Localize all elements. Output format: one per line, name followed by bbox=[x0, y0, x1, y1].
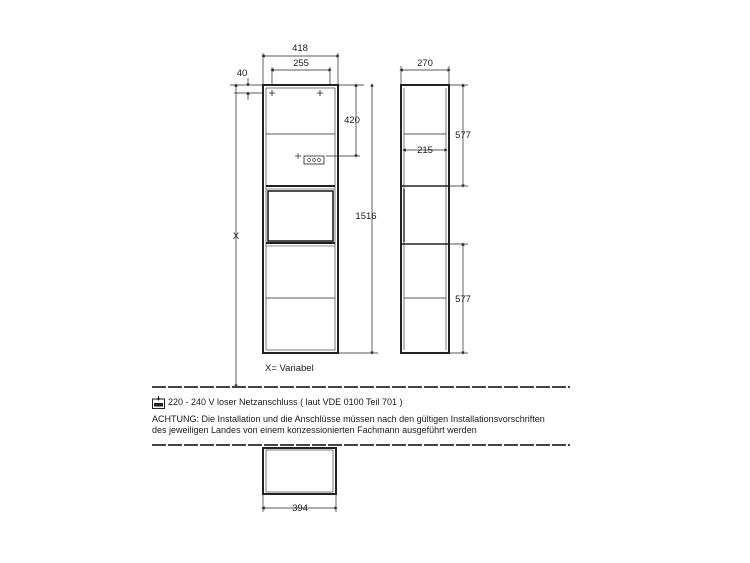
dim-418: 418 bbox=[292, 43, 308, 54]
dim-394: 394 bbox=[292, 503, 308, 514]
power-note: 220 - 240 V loser Netzanschluss ( laut VDE 0100 Teil 701 ) bbox=[168, 397, 403, 407]
front-dimension-labels bbox=[233, 43, 377, 242]
side-dimension-lines bbox=[401, 66, 468, 353]
dim-1516: 1516 bbox=[355, 211, 377, 222]
dim-420: 420 bbox=[344, 115, 360, 126]
dim-x: X bbox=[232, 231, 240, 242]
variable-note: X= Variabel bbox=[265, 363, 314, 374]
dim-215: 215 bbox=[417, 145, 433, 156]
warning-note-line1: ACHTUNG: Die Installation und die Anschlüsse müssen nach den gültigen Installationsvorschriften bbox=[152, 414, 545, 424]
electric-socket-icon bbox=[152, 396, 165, 409]
warning-note-line2: des jeweiligen Landes von einem konzessionierten Fachmann ausgeführt werden bbox=[152, 425, 477, 435]
dim-40: 40 bbox=[236, 68, 248, 79]
dim-577-upper: 577 bbox=[455, 130, 471, 141]
side-view-cabinet bbox=[401, 85, 449, 353]
plan-view-cabinet bbox=[263, 448, 336, 494]
dim-577-lower: 577 bbox=[455, 294, 471, 305]
dim-270: 270 bbox=[417, 58, 433, 69]
dim-255: 255 bbox=[293, 58, 309, 69]
front-view-cabinet bbox=[263, 85, 338, 353]
